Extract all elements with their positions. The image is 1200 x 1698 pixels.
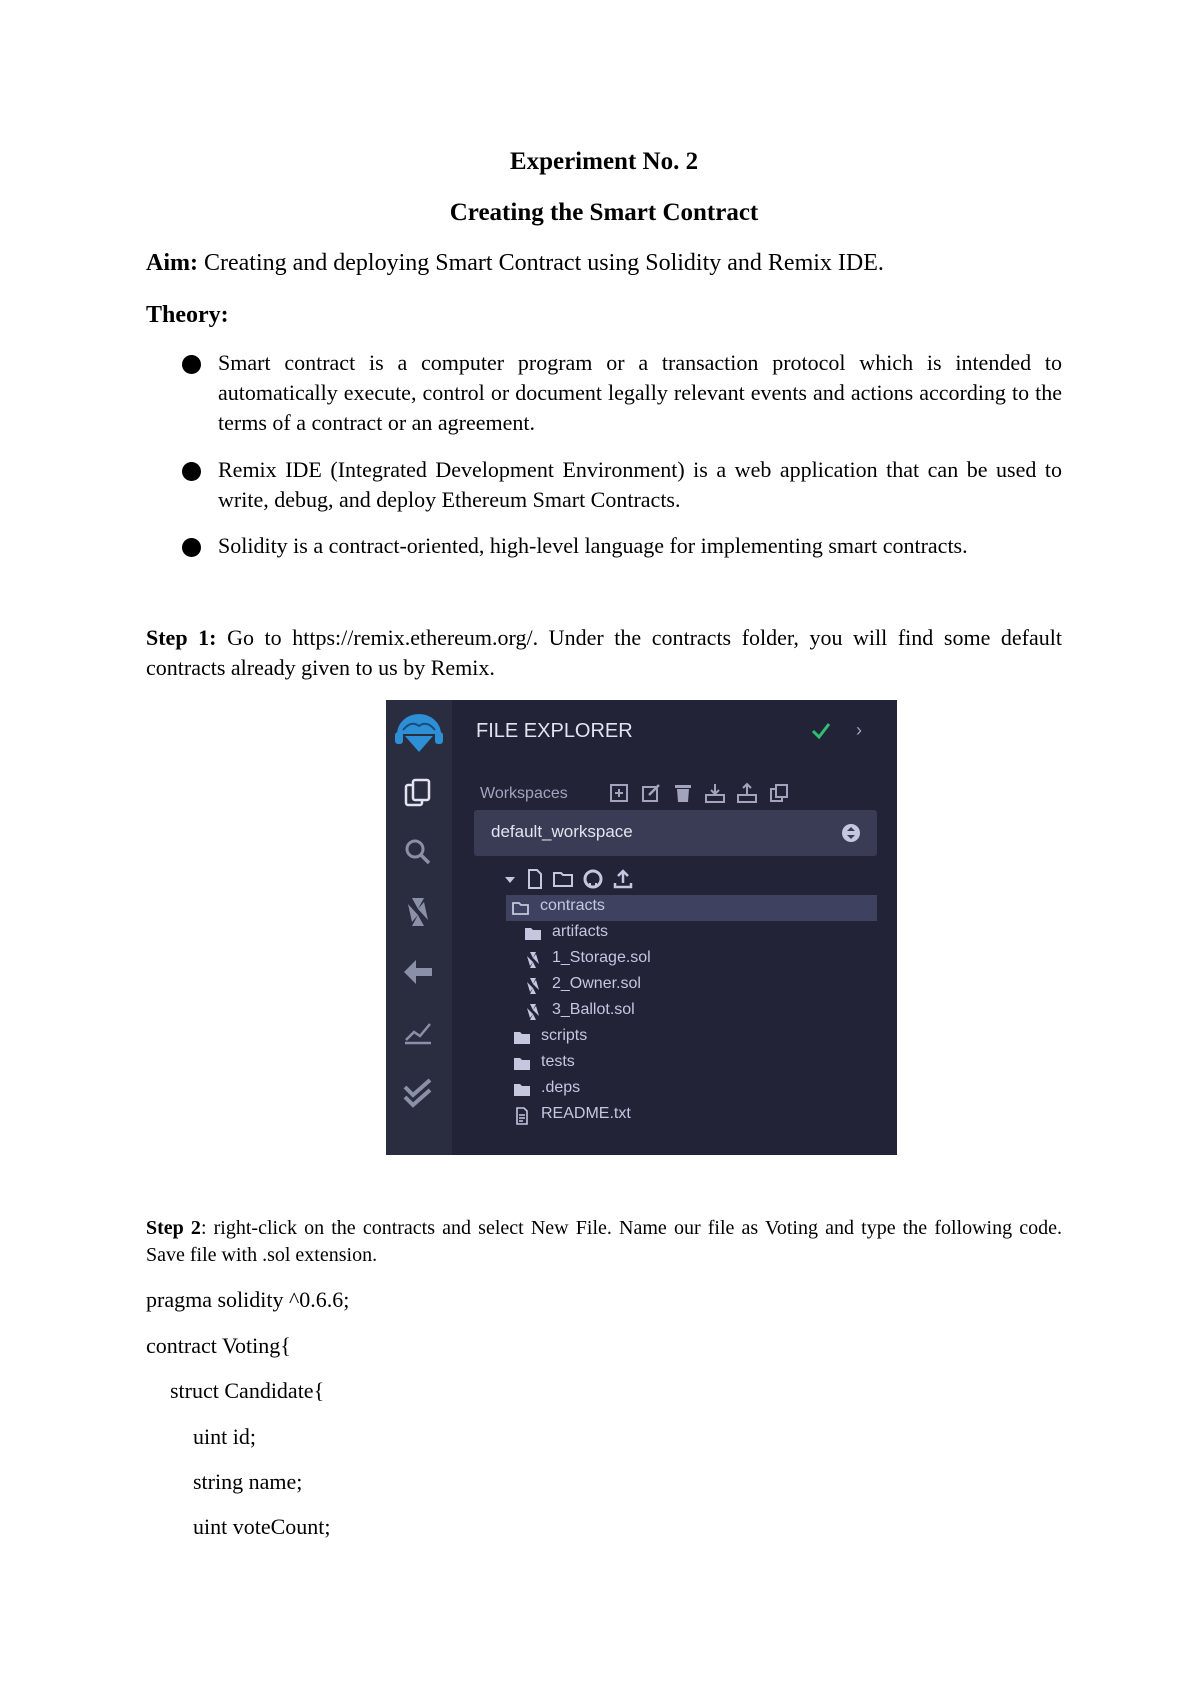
restore-workspace-icon[interactable] bbox=[736, 782, 758, 804]
caret-down-icon[interactable] bbox=[502, 868, 518, 890]
step-1-text: Go to https://remix.ethereum.org/. Under the contracts folder, you will find some default contracts already given to us by Remix. bbox=[146, 625, 1062, 680]
testing-check-icon[interactable] bbox=[400, 1074, 436, 1110]
folder-icon bbox=[524, 925, 542, 943]
deploy-run-icon[interactable] bbox=[400, 954, 436, 990]
tree-item-label: 2_Owner.sol bbox=[552, 975, 641, 992]
solidity-file-icon bbox=[524, 1003, 542, 1021]
theory-heading: Theory: bbox=[146, 302, 229, 328]
experiment-title: Creating the Smart Contract bbox=[449, 199, 759, 226]
new-folder-icon[interactable] bbox=[552, 868, 574, 890]
workspace-select-value: default_workspace bbox=[491, 822, 633, 841]
tree-item-label: scripts bbox=[541, 1027, 588, 1044]
panel-title: FILE EXPLORER bbox=[476, 720, 633, 742]
experiment-number: Experiment No. 2 bbox=[509, 148, 699, 175]
theory-bullet bbox=[182, 348, 1062, 438]
solidity-compiler-icon[interactable] bbox=[400, 894, 436, 930]
tree-item-label: 3_Ballot.sol bbox=[552, 1001, 635, 1018]
bullet-text: Solidity is a contract-oriented, high-level language for implementing smart contracts. bbox=[218, 533, 968, 558]
bullet-dot bbox=[182, 355, 201, 374]
aim-label: Aim: bbox=[146, 250, 198, 276]
code-line: pragma solidity ^0.6.6; bbox=[146, 1287, 350, 1312]
bullet-dot bbox=[182, 462, 201, 481]
bullet-text: Smart contract is a computer program or a transaction protocol which is intended to automatically execute, control or document legally relevant events and actions according to the terms of a contract or an agreement. bbox=[218, 350, 1062, 435]
chevron-right-icon[interactable]: › bbox=[856, 720, 862, 740]
solidity-file-icon bbox=[524, 977, 542, 995]
download-workspace-icon[interactable] bbox=[704, 782, 726, 804]
folder-icon bbox=[513, 1055, 531, 1073]
delete-workspace-icon[interactable] bbox=[672, 782, 694, 804]
aim-paragraph bbox=[146, 248, 1062, 278]
step-2-paragraph bbox=[146, 1215, 1062, 1269]
workspaces-label: Workspaces bbox=[480, 785, 568, 802]
bullet-dot bbox=[182, 538, 201, 557]
step-1-paragraph bbox=[146, 623, 1062, 683]
code-line: uint id; bbox=[193, 1424, 256, 1449]
icon-rail bbox=[386, 700, 452, 1155]
tree-item-label: README.txt bbox=[541, 1105, 631, 1122]
bullet-text: Remix IDE (Integrated Development Environment) is a web application that can be used to write, debug, and deploy Ethereum Smart Contracts. bbox=[218, 457, 1062, 512]
tree-item-label: 1_Storage.sol bbox=[552, 949, 651, 966]
select-arrows-icon bbox=[841, 823, 861, 843]
tree-item-label: artifacts bbox=[552, 923, 609, 940]
new-file-icon[interactable] bbox=[524, 868, 546, 890]
rename-workspace-icon[interactable] bbox=[640, 782, 662, 804]
check-icon[interactable] bbox=[810, 719, 832, 741]
upload-icon[interactable] bbox=[612, 868, 634, 890]
remix-logo-icon bbox=[391, 708, 447, 756]
solidity-file-icon bbox=[524, 951, 542, 969]
code-line: string name; bbox=[193, 1469, 303, 1494]
aim-text: Creating and deploying Smart Contract using Solidity and Remix IDE. bbox=[203, 250, 884, 276]
tree-item-label: tests bbox=[541, 1053, 575, 1070]
code-line: struct Candidate{ bbox=[170, 1378, 325, 1403]
text-file-icon bbox=[513, 1107, 531, 1125]
github-icon[interactable] bbox=[582, 868, 604, 890]
folder-icon bbox=[513, 1029, 531, 1047]
theory-bullet bbox=[182, 455, 1062, 515]
analysis-chart-icon[interactable] bbox=[400, 1014, 436, 1050]
folder-icon bbox=[513, 1081, 531, 1099]
theory-bullet bbox=[182, 531, 1062, 561]
create-workspace-icon[interactable] bbox=[608, 782, 630, 804]
folder-open-icon bbox=[512, 899, 530, 917]
tree-item-label: .deps bbox=[541, 1079, 581, 1096]
code-line: uint voteCount; bbox=[193, 1514, 331, 1539]
tree-item-label: contracts bbox=[540, 897, 605, 914]
code-line: contract Voting{ bbox=[146, 1333, 291, 1358]
step-2-text: : right-click on the contracts and select New File. Name our file as Voting and type the following code. Save file with .sol extension. bbox=[146, 1217, 1062, 1266]
search-icon[interactable] bbox=[400, 834, 436, 870]
file-explorer-icon[interactable] bbox=[400, 776, 436, 812]
step-1-label: Step 1: bbox=[146, 625, 217, 650]
workspace-select[interactable] bbox=[474, 810, 877, 856]
remix-file-explorer-screenshot bbox=[386, 700, 897, 1155]
step-2-label: Step 2 bbox=[146, 1217, 201, 1239]
clone-workspace-icon[interactable] bbox=[768, 782, 790, 804]
